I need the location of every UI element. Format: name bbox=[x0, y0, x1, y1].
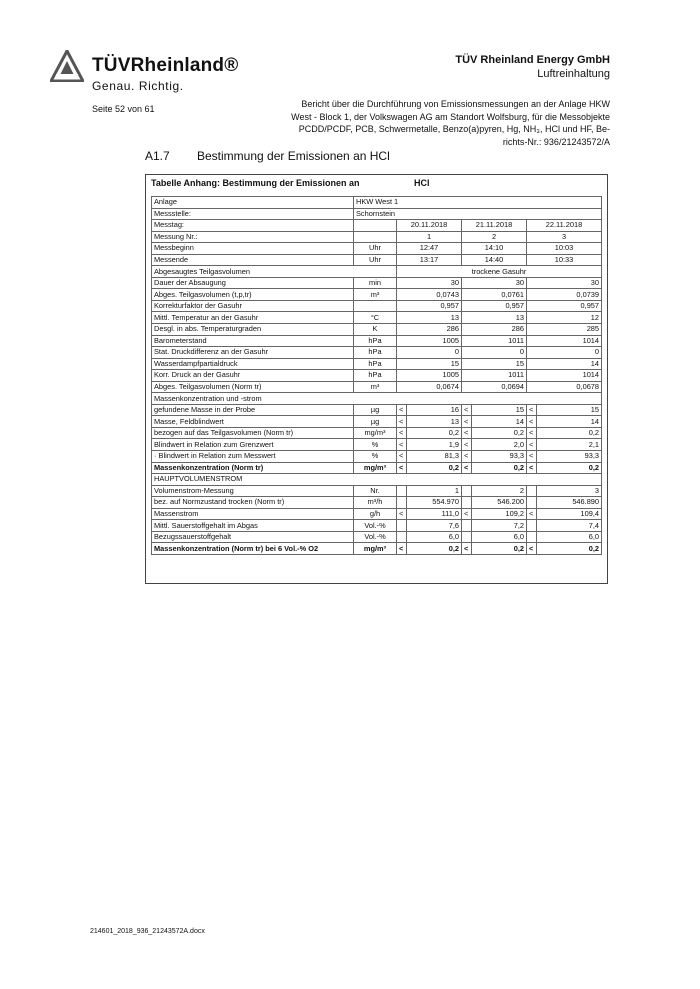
qualifier-cell: < bbox=[527, 416, 537, 428]
empty-cell bbox=[354, 220, 397, 232]
brand-tagline: Genau. Richtig. bbox=[92, 79, 184, 93]
row-label: Bezugssauerstoffgehalt bbox=[152, 531, 354, 543]
value-cell: 0,957 bbox=[527, 300, 602, 312]
qualifier-cell bbox=[462, 520, 472, 532]
empty-cell bbox=[354, 231, 397, 243]
row-label: Messtag: bbox=[152, 220, 354, 232]
value-cell: 0,2 bbox=[537, 462, 602, 474]
value-cell: 0,2 bbox=[537, 427, 602, 439]
table-row bbox=[152, 543, 602, 555]
value-cell: 1005 bbox=[397, 335, 462, 347]
qualifier-cell: < bbox=[462, 404, 472, 416]
row-label: Wasserdampfpartialdruck bbox=[152, 358, 354, 370]
report-line: richts-Nr.: 936/21243572/A bbox=[502, 136, 610, 147]
value-cell: 14 bbox=[537, 416, 602, 428]
unit-cell: K bbox=[354, 324, 397, 336]
value-cell: 15 bbox=[472, 404, 527, 416]
row-label: Stat. Druckdifferenz an der Gasuhr bbox=[152, 347, 354, 359]
value-cell: 1,9 bbox=[407, 439, 462, 451]
qualifier-cell bbox=[397, 531, 407, 543]
row-label: Messung Nr.: bbox=[152, 231, 354, 243]
row-label: Volumenstrom-Messung bbox=[152, 485, 354, 497]
row-label: Massenkonzentration (Norm tr) bbox=[152, 462, 354, 474]
qualifier-cell: < bbox=[527, 462, 537, 474]
value-cell: 16 bbox=[407, 404, 462, 416]
value-cell: 7,4 bbox=[537, 520, 602, 532]
table-row bbox=[152, 393, 602, 405]
row-label: bezogen auf das Teilgasvolumen (Norm tr) bbox=[152, 427, 354, 439]
row-label: Anlage bbox=[152, 197, 354, 209]
value-cell: 0,2 bbox=[537, 543, 602, 555]
value-cell: 15 bbox=[462, 358, 527, 370]
date-cell: 22.11.2018 bbox=[527, 220, 602, 232]
unit-cell: hPa bbox=[354, 335, 397, 347]
value-cell: 12 bbox=[527, 312, 602, 324]
table-row bbox=[152, 381, 602, 393]
unit-cell: Uhr bbox=[354, 254, 397, 266]
table-row bbox=[152, 370, 602, 382]
table-row bbox=[152, 266, 602, 278]
value-cell: 0,2 bbox=[472, 427, 527, 439]
table-row bbox=[152, 231, 602, 243]
qualifier-cell: < bbox=[462, 543, 472, 555]
value-cell: 13 bbox=[462, 312, 527, 324]
row-label: Korrekturfaktor der Gasuhr bbox=[152, 300, 354, 312]
qualifier-cell: < bbox=[462, 508, 472, 520]
value-cell: 0,0761 bbox=[462, 289, 527, 301]
row-label: Abges. Teilgasvolumen (Norm tr) bbox=[152, 381, 354, 393]
value-cell: 0,0739 bbox=[527, 289, 602, 301]
table-row bbox=[152, 427, 602, 439]
value-cell: 2 bbox=[472, 485, 527, 497]
row-label: Blindwert in Relation zum Grenzwert bbox=[152, 439, 354, 451]
time-cell: 14:40 bbox=[462, 254, 527, 266]
value-cell: 0,957 bbox=[397, 300, 462, 312]
unit-cell: µg bbox=[354, 404, 397, 416]
value-cell: 0,0678 bbox=[527, 381, 602, 393]
time-cell: 14:10 bbox=[462, 243, 527, 255]
qualifier-cell bbox=[462, 497, 472, 509]
value-cell: 6,0 bbox=[472, 531, 527, 543]
value-cell: 93,3 bbox=[472, 451, 527, 463]
unit-cell: g/h bbox=[354, 508, 397, 520]
section-label: HAUPTVOLUMENSTROM bbox=[152, 474, 602, 486]
table-row bbox=[152, 289, 602, 301]
report-line: Bericht über die Durchführung von Emissionsmessungen an der Anlage HKW bbox=[301, 99, 610, 109]
qualifier-cell bbox=[527, 531, 537, 543]
qualifier-cell bbox=[462, 485, 472, 497]
footer-filename: 214601_2018_936_21243572A.docx bbox=[90, 928, 205, 935]
table-title: Tabelle Anhang: Bestimmung der Emissionen an bbox=[151, 178, 360, 188]
row-label: Messende bbox=[152, 254, 354, 266]
unit-cell: hPa bbox=[354, 370, 397, 382]
table-row bbox=[152, 347, 602, 359]
qualifier-cell: < bbox=[462, 439, 472, 451]
row-label: Massenkonzentration (Norm tr) bei 6 Vol.-% O2 bbox=[152, 543, 354, 555]
row-label: Korr. Druck an der Gasuhr bbox=[152, 370, 354, 382]
qualifier-cell: < bbox=[527, 439, 537, 451]
brand-name: TÜVRheinland® bbox=[92, 55, 239, 76]
unit-cell: hPa bbox=[354, 347, 397, 359]
table-row bbox=[152, 439, 602, 451]
unit-cell: µg bbox=[354, 416, 397, 428]
value-cell: 0 bbox=[462, 347, 527, 359]
unit-cell: % bbox=[354, 439, 397, 451]
value-cell: 286 bbox=[462, 324, 527, 336]
qualifier-cell: < bbox=[397, 451, 407, 463]
value-cell: 2,1 bbox=[537, 439, 602, 451]
value-cell: 1014 bbox=[527, 370, 602, 382]
value-cell: 1011 bbox=[462, 370, 527, 382]
qualifier-cell bbox=[527, 497, 537, 509]
value-cell: 109,4 bbox=[537, 508, 602, 520]
value-cell: 0 bbox=[527, 347, 602, 359]
table-row bbox=[152, 462, 602, 474]
unit-cell: Vol.-% bbox=[354, 520, 397, 532]
qualifier-cell: < bbox=[397, 439, 407, 451]
value-cell: 6,0 bbox=[407, 531, 462, 543]
row-label: Abges. Teilgasvolumen (t,p,tr) bbox=[152, 289, 354, 301]
qualifier-cell: < bbox=[397, 427, 407, 439]
unit-cell bbox=[354, 300, 397, 312]
tuv-triangle-logo-icon bbox=[50, 50, 84, 82]
row-label: Mittl. Temperatur an der Gasuhr bbox=[152, 312, 354, 324]
value-cell: 3 bbox=[537, 485, 602, 497]
qualifier-cell: < bbox=[397, 543, 407, 555]
qualifier-cell: < bbox=[527, 451, 537, 463]
row-label: Desgl. in abs. Temperaturgraden bbox=[152, 324, 354, 336]
section-title: Bestimmung der Emissionen an HCl bbox=[197, 149, 390, 163]
value-cell: 1 bbox=[407, 485, 462, 497]
table-row bbox=[152, 508, 602, 520]
value-cell: 14 bbox=[472, 416, 527, 428]
qualifier-cell: < bbox=[397, 404, 407, 416]
qualifier-cell bbox=[527, 520, 537, 532]
table-substance: HCl bbox=[414, 178, 430, 188]
value-cell: 0,0674 bbox=[397, 381, 462, 393]
value-cell: 111,0 bbox=[407, 508, 462, 520]
section-label: Massenkonzentration und -strom bbox=[152, 393, 602, 405]
table-row bbox=[152, 220, 602, 232]
row-label: Messbeginn bbox=[152, 243, 354, 255]
value-cell: 0,2 bbox=[472, 462, 527, 474]
value-cell: 0,2 bbox=[407, 543, 462, 555]
value-cell: 286 bbox=[397, 324, 462, 336]
time-cell: 10:03 bbox=[527, 243, 602, 255]
unit-cell: °C bbox=[354, 312, 397, 324]
unit-cell: hPa bbox=[354, 358, 397, 370]
table-row bbox=[152, 197, 602, 209]
table-row bbox=[152, 358, 602, 370]
table-row bbox=[152, 485, 602, 497]
unit-cell: Nr. bbox=[354, 485, 397, 497]
value-cell: 7,2 bbox=[472, 520, 527, 532]
table-row bbox=[152, 520, 602, 532]
emissions-table bbox=[151, 196, 602, 555]
value-cell: 30 bbox=[462, 277, 527, 289]
unit-cell: m³ bbox=[354, 289, 397, 301]
value-cell: 0,2 bbox=[407, 462, 462, 474]
department: Luftreinhaltung bbox=[537, 68, 610, 80]
value-cell: 1014 bbox=[527, 335, 602, 347]
table-row bbox=[152, 416, 602, 428]
qualifier-cell: < bbox=[462, 427, 472, 439]
qualifier-cell: < bbox=[462, 451, 472, 463]
value-cell: 1011 bbox=[462, 335, 527, 347]
unit-cell: mg/m³ bbox=[354, 462, 397, 474]
date-cell: 21.11.2018 bbox=[462, 220, 527, 232]
value-cell: 0,957 bbox=[462, 300, 527, 312]
value-cell: 93,3 bbox=[537, 451, 602, 463]
section-label: Abgesaugtes Teilgasvolumen bbox=[152, 266, 397, 278]
table-row bbox=[152, 312, 602, 324]
value-cell: 546.890 bbox=[537, 497, 602, 509]
unit-cell: min bbox=[354, 277, 397, 289]
time-cell: 12:47 bbox=[397, 243, 462, 255]
table-row bbox=[152, 254, 602, 266]
gas-note: trockene Gasuhr bbox=[397, 266, 602, 278]
page-number: Seite 52 von 61 bbox=[92, 104, 155, 114]
qualifier-cell: < bbox=[397, 462, 407, 474]
table-row bbox=[152, 404, 602, 416]
value-cell: 554.970 bbox=[407, 497, 462, 509]
table-row bbox=[152, 451, 602, 463]
row-label: Messstelle: bbox=[152, 208, 354, 220]
value-cell: 13 bbox=[397, 312, 462, 324]
table-row bbox=[152, 324, 602, 336]
qualifier-cell: < bbox=[462, 416, 472, 428]
point-value: Schornstein bbox=[354, 208, 602, 220]
section-number: A1.7 bbox=[145, 149, 170, 163]
qualifier-cell: < bbox=[527, 427, 537, 439]
run-cell: 3 bbox=[527, 231, 602, 243]
qualifier-cell: < bbox=[527, 508, 537, 520]
row-label: bez. auf Normzustand trocken (Norm tr) bbox=[152, 497, 354, 509]
unit-cell: m³ bbox=[354, 381, 397, 393]
qualifier-cell bbox=[527, 485, 537, 497]
row-label: Mittl. Sauerstoffgehalt im Abgas bbox=[152, 520, 354, 532]
value-cell: 0,2 bbox=[407, 427, 462, 439]
value-cell: 0 bbox=[397, 347, 462, 359]
value-cell: 109,2 bbox=[472, 508, 527, 520]
unit-cell: m³/h bbox=[354, 497, 397, 509]
value-cell: 7,6 bbox=[407, 520, 462, 532]
run-cell: 1 bbox=[397, 231, 462, 243]
value-cell: 1005 bbox=[397, 370, 462, 382]
row-label: · Blindwert in Relation zum Messwert bbox=[152, 451, 354, 463]
qualifier-cell bbox=[397, 485, 407, 497]
row-label: Barometerstand bbox=[152, 335, 354, 347]
plant-value: HKW West 1 bbox=[354, 197, 602, 209]
date-cell: 20.11.2018 bbox=[397, 220, 462, 232]
row-label: gefundene Masse in der Probe bbox=[152, 404, 354, 416]
table-row bbox=[152, 208, 602, 220]
value-cell: 15 bbox=[537, 404, 602, 416]
unit-cell: Uhr bbox=[354, 243, 397, 255]
row-label: Dauer der Absaugung bbox=[152, 277, 354, 289]
qualifier-cell bbox=[462, 531, 472, 543]
unit-cell: mg/m³ bbox=[354, 543, 397, 555]
value-cell: 81,3 bbox=[407, 451, 462, 463]
table-body bbox=[152, 197, 602, 555]
unit-cell: mg/m³ bbox=[354, 427, 397, 439]
table-row bbox=[152, 243, 602, 255]
value-cell: 285 bbox=[527, 324, 602, 336]
unit-cell: % bbox=[354, 451, 397, 463]
row-label: Massenstrom bbox=[152, 508, 354, 520]
value-cell: 0,0743 bbox=[397, 289, 462, 301]
report-description bbox=[250, 98, 610, 148]
time-cell: 13:17 bbox=[397, 254, 462, 266]
value-cell: 30 bbox=[527, 277, 602, 289]
value-cell: 546.200 bbox=[472, 497, 527, 509]
value-cell: 30 bbox=[397, 277, 462, 289]
value-cell: 15 bbox=[397, 358, 462, 370]
qualifier-cell bbox=[397, 497, 407, 509]
value-cell: 0,2 bbox=[472, 543, 527, 555]
qualifier-cell: < bbox=[397, 416, 407, 428]
table-row bbox=[152, 335, 602, 347]
table-row bbox=[152, 300, 602, 312]
qualifier-cell: < bbox=[397, 508, 407, 520]
run-cell: 2 bbox=[462, 231, 527, 243]
qualifier-cell bbox=[397, 520, 407, 532]
unit-cell: Vol.-% bbox=[354, 531, 397, 543]
value-cell: 0,0694 bbox=[462, 381, 527, 393]
table-row bbox=[152, 497, 602, 509]
qualifier-cell: < bbox=[462, 462, 472, 474]
table-row bbox=[152, 531, 602, 543]
qualifier-cell: < bbox=[527, 543, 537, 555]
table-row bbox=[152, 277, 602, 289]
report-line: PCDD/PCDF, PCB, Schwermetalle, Benzo(a)pyren, Hg, NH₃, HCl und HF, Be- bbox=[298, 124, 610, 134]
qualifier-cell: < bbox=[527, 404, 537, 416]
report-line: West - Block 1, der Volkswagen AG am Standort Wolfsburg, für die Messobjekte bbox=[291, 111, 610, 122]
value-cell: 13 bbox=[407, 416, 462, 428]
value-cell: 6,0 bbox=[537, 531, 602, 543]
row-label: Masse, Feldblindwert bbox=[152, 416, 354, 428]
value-cell: 2,0 bbox=[472, 439, 527, 451]
company-name: TÜV Rheinland Energy GmbH bbox=[455, 54, 610, 66]
table-row bbox=[152, 474, 602, 486]
value-cell: 14 bbox=[527, 358, 602, 370]
time-cell: 10:33 bbox=[527, 254, 602, 266]
